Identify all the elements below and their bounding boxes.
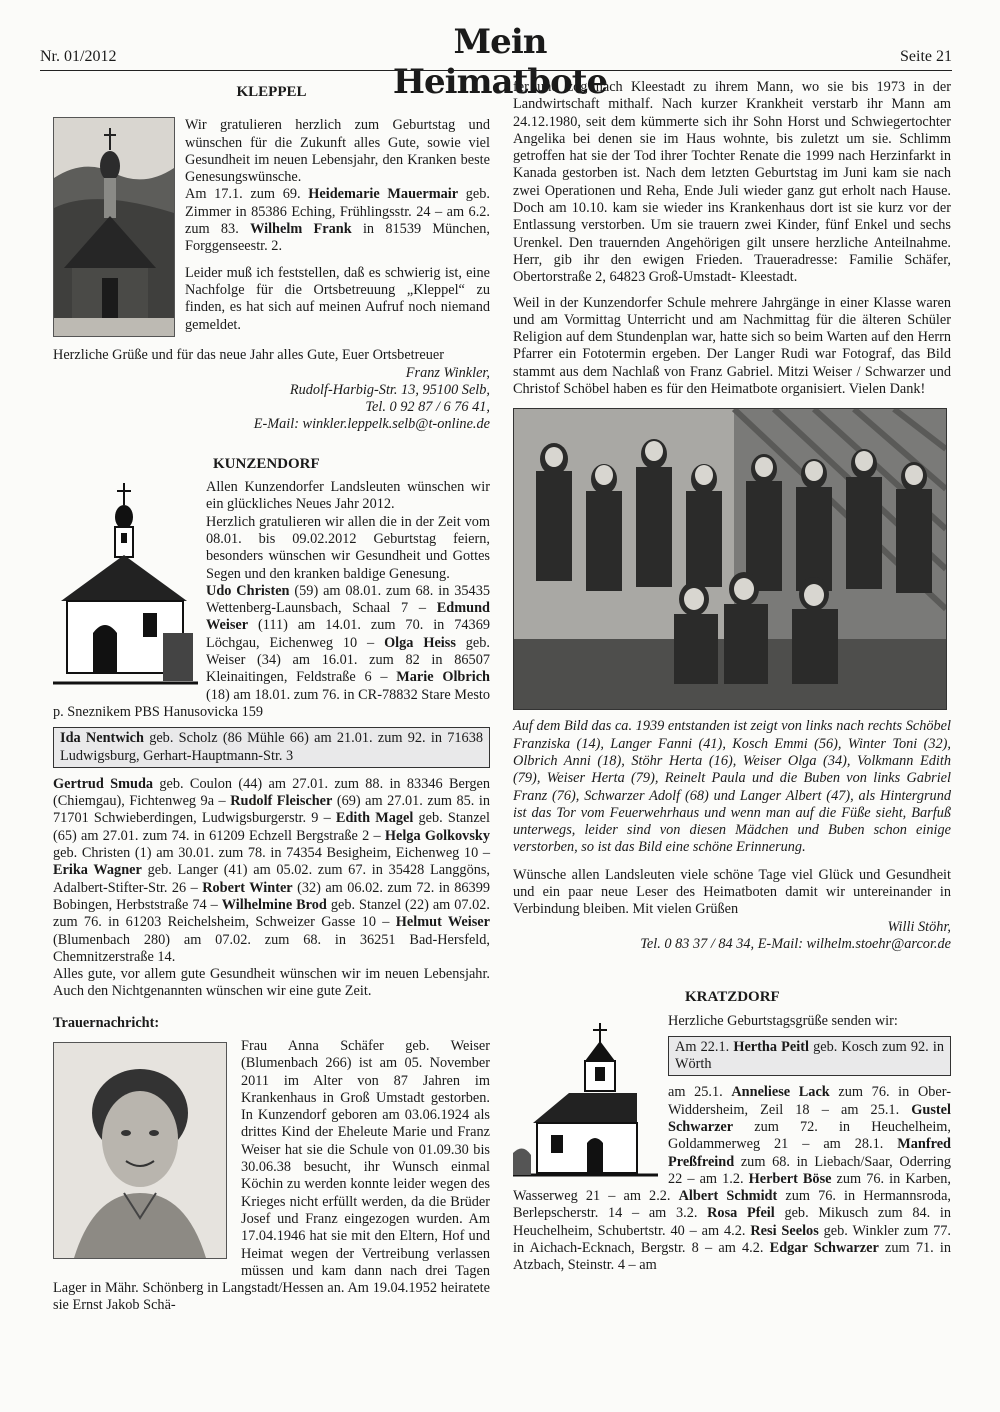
kleppel-b2-post: in 81539 München, Forggenseestr. 2. [185,221,490,255]
kratzdorf-k8-name: Edgar Schwarzer [769,1240,879,1257]
kunzendorf-r7-name: Wilhelmine Brod [221,896,327,913]
kratzdorf-chapel-drawing [513,1023,658,1183]
kratzdorf-k3-name: Manfred Preßfreind [668,1136,951,1170]
kratzdorf-k5-name: Albert Schmidt [678,1188,778,1205]
school-class-photo [513,408,947,710]
kleppel-b2-name: Wilhelm Frank [250,221,352,238]
kunzendorf-e1-text: (59) am 08.01. zum 68. in 35435 Wettenberg-Launsbach, Schaal 7 – [206,582,490,617]
mourning-text: Frau Anna Schäfer geb. Weiser (Blumenbach 266) ist am 05. November 2011 im Alter von 87 Jahren im Krankenhaus in Groß Umstadt gestorben. In Kunzendorf geboren am 03.06.1924 als drittes Kind der Eheleute Marie und Franz Weiser hat sie die Schule von 01.09.30 bis 30.06.38 besucht, ihr Wunsch einmal Köchin zu werden konnte leider wegen des Krieges nicht erfüllt werden, da die Brüder Josef und Franz eingezogen wurden. Am 17.04.1946 hat sie mit den Eltern, Hof und Heimat wegen der Vertreibung verlassen müssen und kam dann nach drei Tagen Lager in Mähr. Schönberg in Langstadt/Hessen an. Am 19.04.1952 heiratete sie Ernst Jakob Schä- [53,1037,490,1314]
kleppel-note: Leider muß ich feststellen, daß es schwierig ist, eine Nachfolge für die Ortsbetreuung „Kleppel“ zu finden, es hat sich auf meinen Aufruf noch niemand gemeldet. [185,264,490,333]
stoehr-signature-contact: Tel. 0 83 37 / 84 34, E-Mail: wilhelm.stoehr@arcor.de [640,935,951,952]
mourning-title: Trauernachricht: [53,1014,160,1031]
kratzdorf-box-pre: Am 22.1. [675,1038,734,1055]
kunzendorf-r6-text: (32) am 06.02. zum 72. in 86399 Bobingen, Herbststraße 74 – [53,879,490,913]
kunzendorf-box-name: Ida Nentwich [60,730,144,747]
kleppel-b1-post: geb. Zimmer in 85386 Eching, Frühlingsstr. 24 – am 6.2. zum 83. [185,186,490,238]
kunzendorf-e3-name: Olga Heiss [384,634,456,651]
issue-number: Nr. 01/2012 [40,48,117,65]
kratzdorf-box-name: Hertha Peitl [733,1038,809,1055]
kleppel-signature-tel: Tel. 0 92 87 / 6 76 41, [365,399,490,416]
kratzdorf-intro: Herzliche Geburtstagsgrüße senden wir: [668,1012,898,1029]
kratzdorf-k6-name: Rosa Pfeil [707,1205,775,1222]
kunzendorf-r4-name: Helga Golkovsky [384,827,490,844]
kratzdorf-k7-name: Resi Seelos [750,1222,819,1239]
kunzendorf-e1-name: Udo Christen [206,582,290,599]
kratzdorf-highlight-box [668,1036,951,1077]
kratzdorf-k4-name: Herbert Böse [748,1170,832,1187]
kunzendorf-title: KUNZENDORF [213,455,320,472]
page-number: Seite 21 [900,48,952,65]
kratzdorf-k2-text: zum 72. in Heuchelheim, Goldammerweg 21 – am 28.1. [668,1118,951,1153]
mourning-continuation: fer und zog nach Kleestadt zu ihrem Mann, wo sie bis 1973 in der Landwirtschaft mithalf. Nach kurzer Krankheit verstarb ihr Mann am 24.12.1980, seit dem kümmerte sich ihr Sohn Horst und Schwiegertochter Angelika bei denen sie im Haus wohnte, bis zuletzt um sie. Schlimm getroffen hat sie der Tod ihrer Tochter Renate die 1999 nach Herzinfarkt in Kanada gestorben ist. Nach dem letzten Geburtstag im Juni kam sie nach zwei Operationen und Reha, Ende Juli wieder ganz gut erholt nach Hause. Doch am 10.10. kam sie wieder ins Krankenhaus dort ist sie kurz vor der Entlassung verstorben. Um sie trauern zwei Kinder, fünf Enkel und sechs Urenkel. Den trauernden Angehörigen gilt unsere herzliche Anteilnahme. Herr, gib ihr den ewigen Frieden. Traueradresse: Familie Schäfer, Obertorstraße 2, 64823 Groß-Umstadt- Kleestadt. [513,79,951,286]
kleppel-signature-name: Franz Winkler, [405,364,490,381]
kunzendorf-r2-text: (69) am 27.01. zum 85. in 71701 Schwieberdingen, Ludwigsburgerstr. 9 – [53,793,490,827]
kratzdorf-k1-pre: am 25.1. [668,1084,732,1101]
kleppel-signature-address: Rudolf-Harbig-Str. 13, 95100 Selb, [289,381,490,398]
kunzendorf-r7-text: geb. Stanzel (22) am 07.02. zum 76. in 61203 Reichelsheim, Schweizer Gasse 10 – [53,896,491,931]
section-kratzdorf [513,989,951,1274]
kunzendorf-e4-text: (18) am 18.01. zum 76. in CR-78832 Stare Mesto p. Sneznikem PBS Hanusovicka 159 [53,686,490,720]
section-kunzendorf [53,456,490,1315]
kunzendorf-birthdays-b [53,776,490,966]
kunzendorf-closing: Alles gute, vor allem gute Gesundheit wünschen wir im neuen Lebensjahr. Auch den Nichtgenannten wünschen wir eine gute Zeit. [53,966,490,1000]
kleppel-greeting: Herzliche Grüße und für das neue Jahr alles Gute, Euer Ortsbetreuer [53,347,445,364]
kunzendorf-church-drawing [53,483,198,688]
kunzendorf-r5-name: Erika Wagner [53,862,142,879]
closing-wishes: Wünsche allen Landsleuten viele schöne Tage viel Glück und Gesundheit und ein paar neue Leser des Heimatboten damit wir untereinander in Verbindung bleiben. Mit vielen Grüßen [513,866,951,918]
kleppel-signature-email: E-Mail: winkler.leppelk.selb@t-online.de [253,416,490,433]
kratzdorf-title: KRATZDORF [685,989,780,1006]
left-column [53,84,490,1315]
kunzendorf-r3-text: geb. Stanzel (65) am 27.01. zum 74. in 61209 Echzell Bergstraße 2 – [53,810,490,844]
kunzendorf-intro2: Herzlich gratulieren wir allen die in der Zeit vom 08.01. bis 09.02.2012 Geburtstag feiern, besonders wünschen wir Gesundheit und Gottes Segen und den kranken baldige Genesung. [206,513,490,582]
kratzdorf-k2-name: Gustel Schwarzer [668,1101,951,1135]
kratzdorf-k5-text: zum 76. in Hermannsroda, Berlepscherstr. 14 – am 3.2. [513,1188,952,1222]
kratzdorf-k1-name: Anneliese Lack [731,1084,830,1101]
kunzendorf-r8-text: (Blumenbach 280) am 07.02. zum 68. in 36251 Bad-Hersfeld, Chemnitzerstraße 14. [53,931,490,965]
kleppel-b1-name: Heidemarie Mauermair [308,186,459,203]
right-column [513,79,951,1275]
kunzendorf-box-text: geb. Scholz (86 Mühle 66) am 21.01. zum 92. in 71638 Ludwigsburg, Gerhart-Hauptmann-Str. 3 [60,730,484,764]
kratzdorf-k6-text: geb. Mikusch zum 84. in Heuchelheim, Schubertstr. 40 – am 4.2. [513,1205,952,1239]
kratzdorf-k1-text: zum 76. in Ober-Widdersheim, Zeil 18 – am 25.1. [668,1084,952,1118]
kunzendorf-intro1: Allen Kunzendorfer Landsleuten wünschen wir ein glückliches Neues Jahr 2012. [206,479,490,513]
section-kleppel [53,84,490,434]
kleppel-title: KLEPPEL [236,84,307,100]
kratzdorf-k4-text: zum 76. in Karben, Wasserweg 21 – am 2.2. [513,1170,951,1205]
kratzdorf-box-text: geb. Kosch zum 92. in Wörth [675,1038,944,1073]
stoehr-signature-name: Willi Stöhr, [887,918,951,935]
header-rule [40,70,952,71]
kunzendorf-r2-name: Rudolf Fleischer [230,793,333,810]
kleppel-b1-pre: Am 17.1. zum 69. [185,186,309,203]
kunzendorf-r8-name: Helmut Weiser [395,914,490,931]
kunzendorf-r5-text: geb. Langer (41) am 05.02. zum 67. in 35428 Langgöns, Adalbert-Stifter-Str. 26 – [53,862,490,896]
kunzendorf-r1-name: Gertrud Smuda [53,775,154,792]
kratzdorf-k3-text: zum 68. in Liebach/Saar, Oderring 22 – am 1.2. [668,1153,951,1187]
kunzendorf-e2-text: (111) am 14.01. zum 70. in 74369 Löchgau, Eichenweg 10 – [206,617,490,651]
kunzendorf-highlight-box [53,727,490,768]
kunzendorf-r3-name: Edith Magel [335,810,414,827]
kratzdorf-k7-text: geb. Winkler zum 77. in Aichach-Ecknach, Bergstr. 8 – am 4.2. [513,1222,952,1257]
portrait-anna-schaefer [53,1042,227,1259]
school-photo-caption: Auf dem Bild das ca. 1939 entstanden ist zeigt von links nach rechts Schöbel Franziska (14), Langer Fanni (41), Kosch Emmi (56), Winter Toni (32), Olbrich Anni (18), Stöhr Herta (16), Weiser Olga (34), Volkmann Edith (79), Weiser Herta (79), Reinelt Paula und die Buben von links Gabriel Franz (76), Schwarzer Adolf (68) und Langer Albert (47), als Hintergrund ist das Tor vom Feuerwehrhaus und wenn man auf die Füße sieht, Barfuß unterwegs, leider sind von diesen Mädchen und Buben schon einige verstorben, so ist das Bild eine schöne Erinnerung. [513,718,951,856]
kleppel-intro: Wir gratulieren herzlich zum Geburtstag und wünschen für die Zukunft alles Gute, sowie viel Gesundheit im neuen Lebensjahr, den Kranken beste Genesungswünsche. [185,117,490,186]
school-photo-intro: Weil in der Kunzendorfer Schule mehrere Jahrgänge in einer Klasse waren und am Vormittag Unterricht und am Nachmittag für die älteren Schüler Religion auf dem Stundenplan war, hatte sich so beim Warten auf den Herrn Pfarrer ein Fototermin ergeben. Der Langer Rudi war Fotograf, das Bild stammt aus dem Nachlaß von Franz Gabriel. Mitzi Weiser / Schwarzer und Christof Schöbel haben es für den Heimatbote organisiert. Vielen Dank! [513,294,951,398]
kleppel-chapel-photo [53,117,175,337]
kunzendorf-r4-text: geb. Christen (1) am 30.01. zum 78. in 74354 Besigheim, Eichenweg 10 – [53,845,490,862]
kunzendorf-e3-text: geb. Weiser (34) am 16.01. zum 82 in 86507 Kleinaitingen, Feldstraße 6 – [206,634,490,686]
masthead-logo: Mein Heimatbote [392,22,608,102]
kratzdorf-k8-text: zum 71. in Atzbach, Steinstr. 4 – am [513,1240,951,1274]
kunzendorf-r6-name: Robert Winter [202,879,293,896]
kunzendorf-e4-name: Marie Olbrich [396,669,490,686]
kunzendorf-e2-name: Edmund Weiser [206,600,490,634]
kunzendorf-r1-text: geb. Coulon (44) am 27.01. zum 88. in 83346 Bergen (Chiemgau), Fichtenweg 9a – [53,775,490,810]
